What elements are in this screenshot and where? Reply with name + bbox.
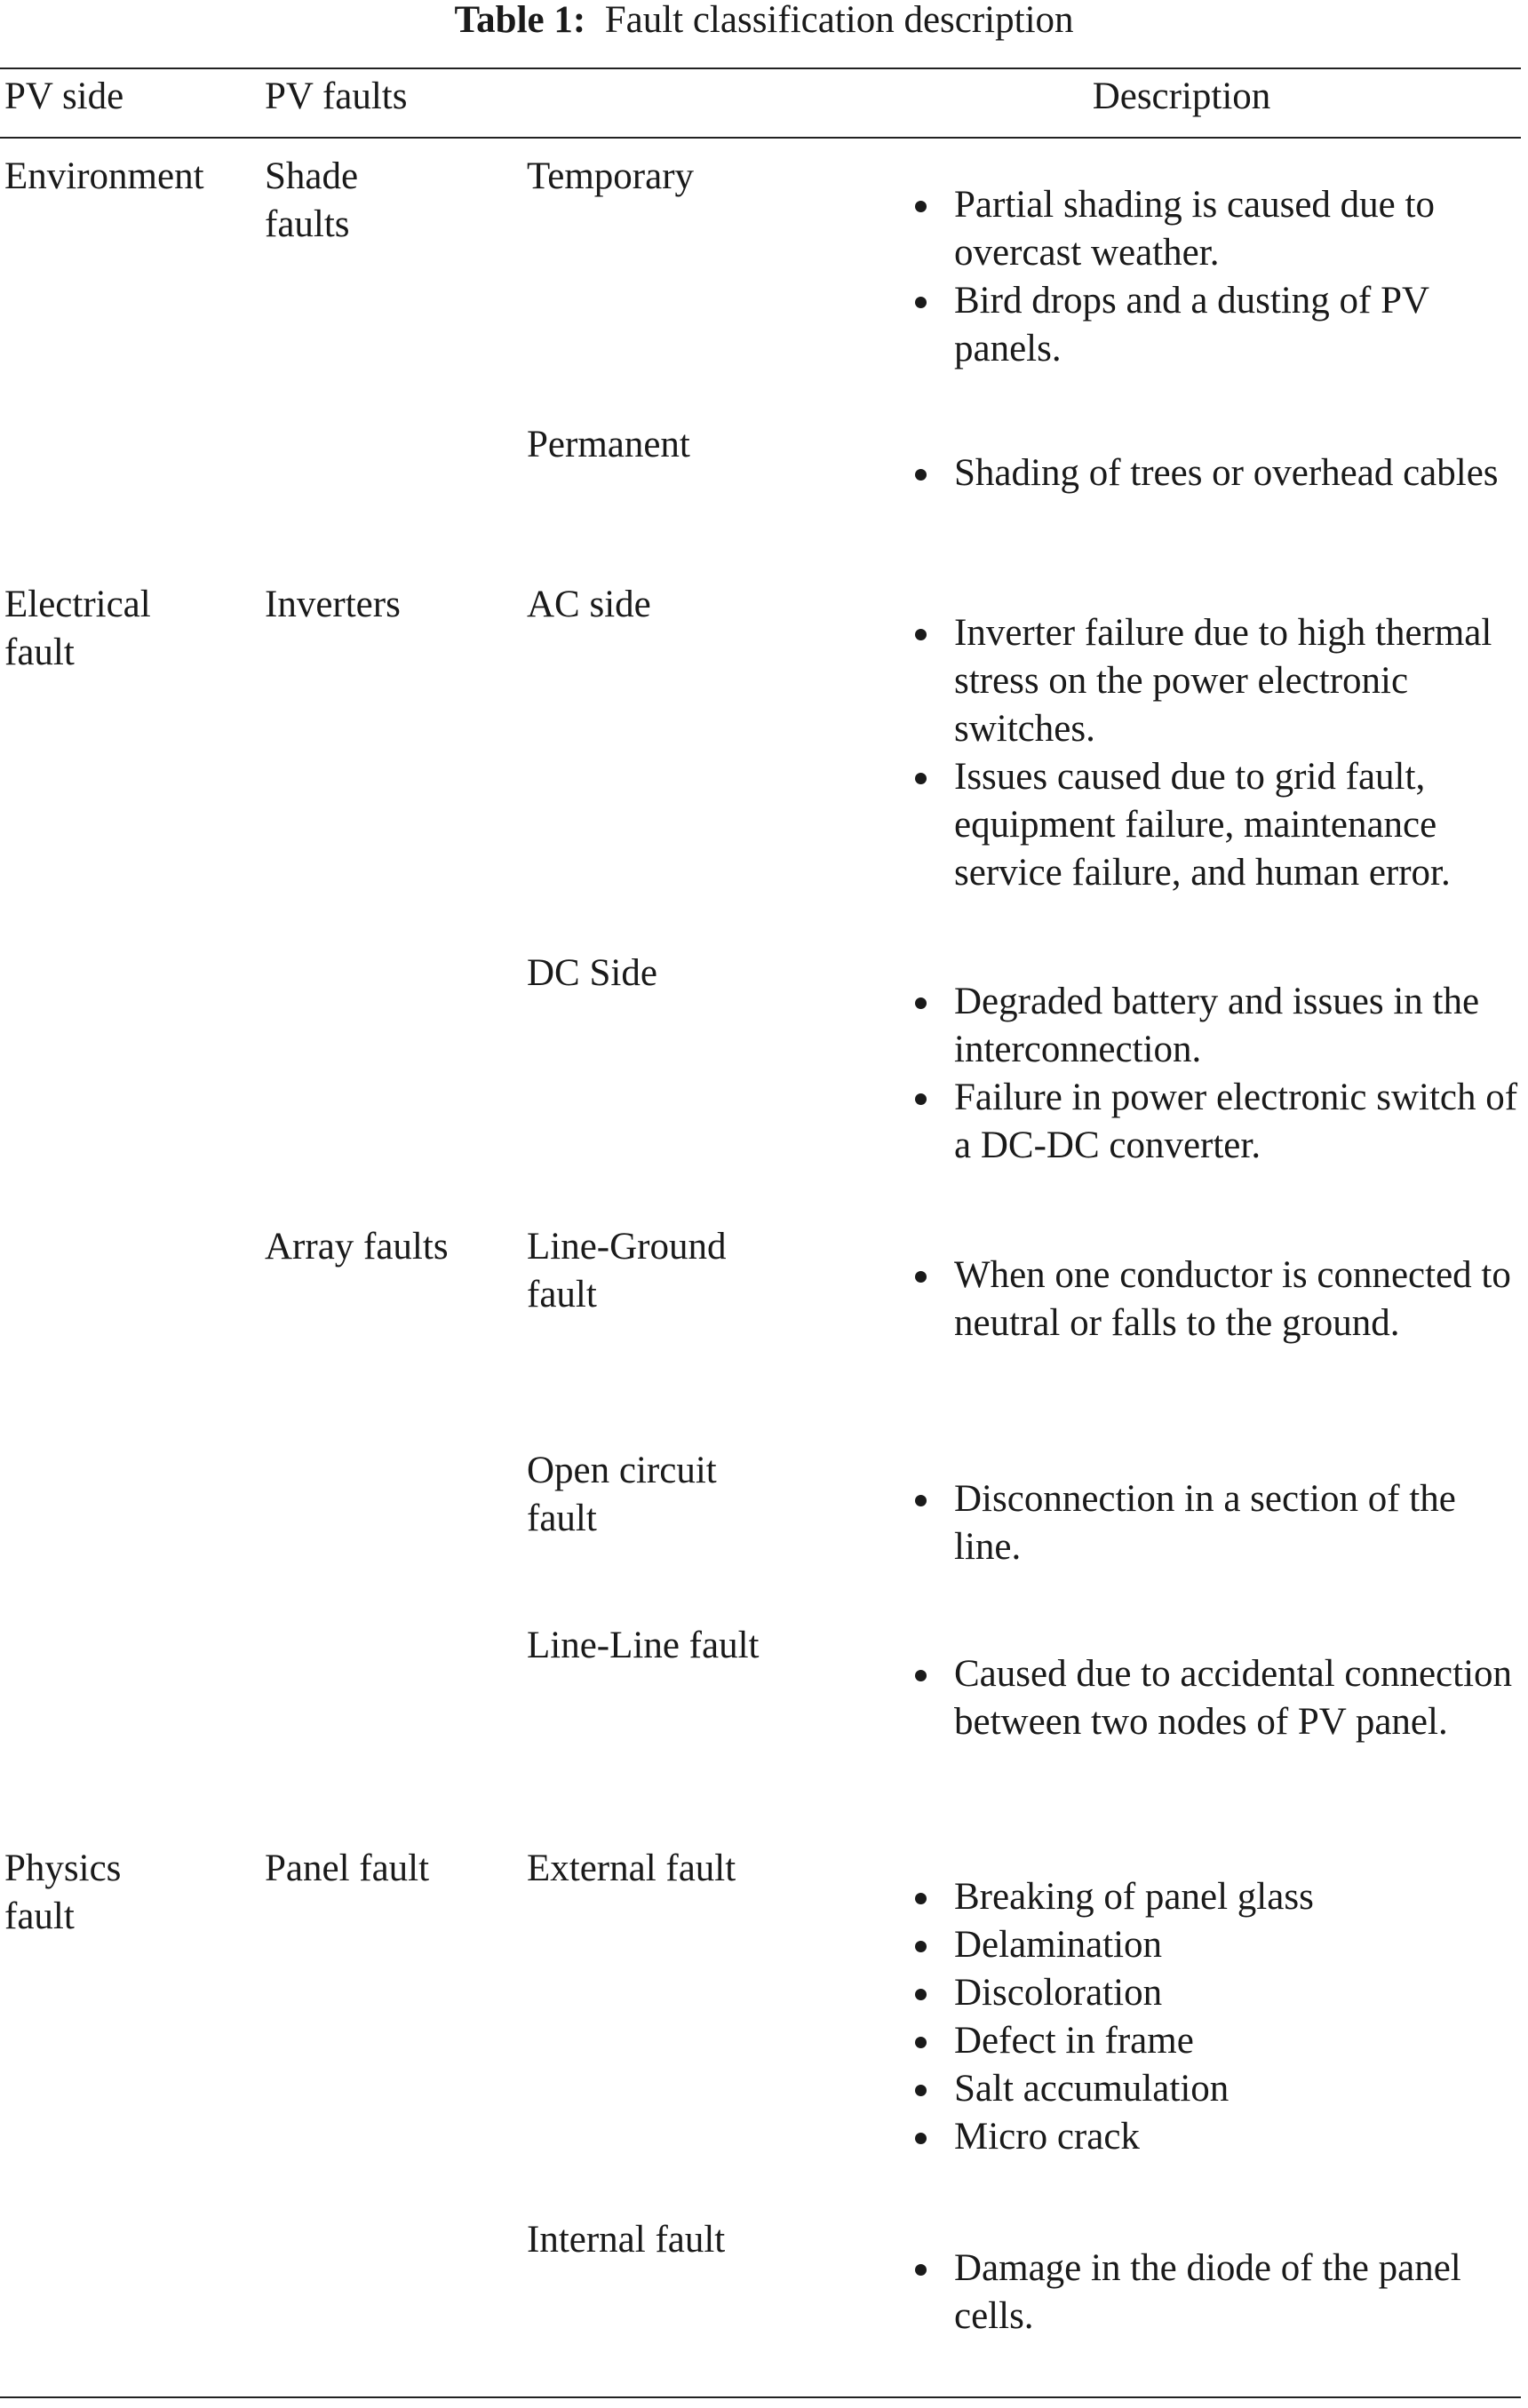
top-rule	[0, 68, 1521, 69]
list-item: Disconnection in a section of the line.	[915, 1475, 1528, 1571]
table-caption-title: Fault classification description	[604, 0, 1074, 41]
list-item: Partial shading is caused due to overcast weather.	[915, 181, 1528, 277]
pv-fault-array: Array faults	[265, 1226, 449, 1268]
list-item: Issues caused due to grid fault, equipment failure, maintenance service failure, and human error.	[915, 753, 1528, 897]
fault-type-ac-side: AC side	[527, 584, 651, 625]
header-pv-faults: PV faults	[265, 75, 408, 117]
list-item: Delamination	[915, 1921, 1528, 1969]
list-item: Inverter failure due to high thermal stress on the power electronic switches.	[915, 609, 1528, 753]
description-ac-side	[915, 609, 1528, 897]
header-rule	[0, 137, 1521, 139]
description-line-ground	[915, 1252, 1528, 1347]
fault-type-line-line: Line-Line fault	[527, 1625, 760, 1666]
list-item: Damage in the diode of the panel cells.	[915, 2245, 1528, 2340]
list-item: Failure in power electronic switch of a DC-DC converter.	[915, 1074, 1528, 1170]
header-description: Description	[1092, 75, 1271, 117]
fault-type-open-circuit: Open circuit fault	[527, 1450, 717, 1539]
list-item: Shading of trees or overhead cables	[915, 449, 1528, 497]
list-item: Breaking of panel glass	[915, 1873, 1528, 1921]
description-temporary	[915, 181, 1528, 373]
fault-type-internal: Internal fault	[527, 2219, 726, 2261]
list-item: Bird drops and a dusting of PV panels.	[915, 277, 1528, 373]
list-item: Defect in frame	[915, 2017, 1528, 2065]
pv-fault-inverters: Inverters	[265, 584, 401, 625]
fault-type-line-ground: Line-Ground fault	[527, 1226, 727, 1315]
table-caption-label: Table 1:	[454, 0, 586, 41]
fault-type-external: External fault	[527, 1848, 736, 1889]
description-external	[915, 1873, 1528, 2161]
description-open-circuit	[915, 1475, 1528, 1571]
pv-fault-panel: Panel fault	[265, 1848, 430, 1889]
bottom-rule	[0, 2396, 1521, 2398]
fault-type-dc-side: DC Side	[527, 952, 657, 994]
fault-type-permanent: Permanent	[527, 424, 690, 465]
list-item: Micro crack	[915, 2113, 1528, 2161]
table-caption	[0, 0, 1528, 41]
list-item: Caused due to accidental connection between two nodes of PV panel.	[915, 1650, 1528, 1746]
header-pv-side: PV side	[4, 75, 124, 117]
list-item: Degraded battery and issues in the interconnection.	[915, 978, 1528, 1074]
description-dc-side	[915, 978, 1528, 1170]
description-line-line	[915, 1650, 1528, 1746]
description-internal	[915, 2245, 1528, 2340]
description-permanent	[915, 449, 1528, 497]
list-item: When one conductor is connected to neutral or falls to the ground.	[915, 1252, 1528, 1347]
pv-side-physics: Physics fault	[4, 1848, 122, 1937]
pv-fault-shade: Shade faults	[265, 155, 359, 245]
list-item: Salt accumulation	[915, 2065, 1528, 2113]
pv-side-environment: Environment	[4, 155, 204, 197]
fault-type-temporary: Temporary	[527, 155, 695, 197]
pv-side-electrical: Electrical fault	[4, 584, 151, 673]
list-item: Discoloration	[915, 1969, 1528, 2017]
